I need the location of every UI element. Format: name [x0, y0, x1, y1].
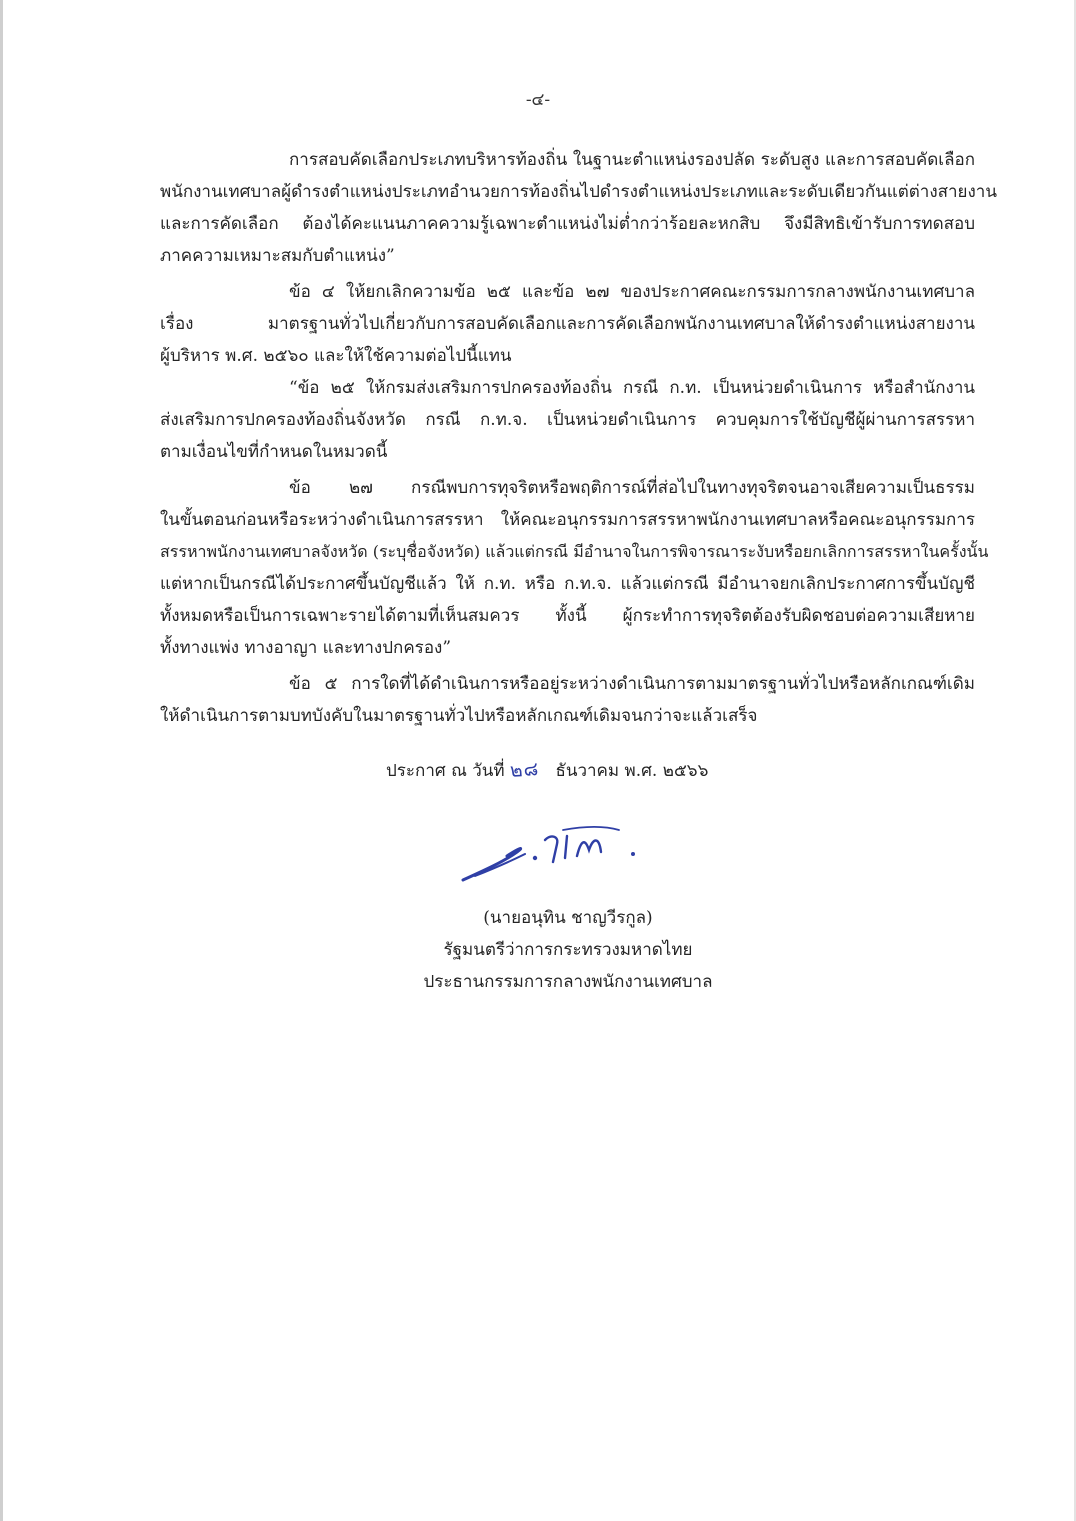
paragraph-4-line-2: ในขั้นตอนก่อนหรือระหว่างดำเนินการสรรหา ให้คณะอนุกรรมการสรรหาพนักงานเทศบาลหรือคณะอนุกรรมการ [160, 510, 975, 530]
paragraph-1-line-1: การสอบคัดเลือกประเภทบริหารท้องถิ่น ในฐานะตำแหน่งรองปลัด ระดับสูง และการสอบคัดเลือก [289, 150, 975, 170]
paragraph-2-line-2: เรื่อง มาตรฐานทั่วไปเกี่ยวกับการสอบคัดเลือกและการคัดเลือกพนักงานเทศบาลให้ดำรงตำแหน่งสายงาน [160, 314, 975, 334]
paragraph-4-line-4: แต่หากเป็นกรณีได้ประกาศขึ้นบัญชีแล้ว ให้ ก.ท. หรือ ก.ท.จ. แล้วแต่กรณี มีอำนาจยกเลิกประกาศการขึ้นบัญชี [160, 574, 975, 594]
paragraph-4-line-6: ทั้งทางแพ่ง ทางอาญา และทางปกครอง” [160, 638, 452, 658]
page-number: -๔- [525, 90, 551, 110]
signatory-position-1: รัฐมนตรีว่าการกระทรวงมหาดไทย [443, 940, 693, 960]
signatory-position-2: ประธานกรรมการกลางพนักงานเทศบาล [423, 972, 713, 992]
announcement-suffix: ธันวาคม พ.ศ. ๒๕๖๖ [555, 761, 709, 781]
page-left-edge [0, 0, 3, 1521]
paragraph-1-line-3: และการคัดเลือก ต้องได้คะแนนภาคความรู้เฉพาะตำแหน่งไม่ต่ำกว่าร้อยละหกสิบ จึงมีสิทธิเข้ารับการทดสอบ [160, 214, 975, 234]
paragraph-3-line-2: ส่งเสริมการปกครองท้องถิ่นจังหวัด กรณี ก.ท.จ. เป็นหน่วยดำเนินการ ควบคุมการใช้บัญชีผู้ผ่านการสรรหา [160, 410, 975, 430]
paragraph-4-line-3: สรรหาพนักงานเทศบาลจังหวัด (ระบุชื่อจังหวัด) แล้วแต่กรณี มีอำนาจในการพิจารณาระงับหรือยกเลิกการสรรหาในครั้งนั้น [160, 542, 989, 561]
paragraph-3-line-3: ตามเงื่อนไขที่กำหนดในหมวดนี้ [160, 442, 388, 462]
announcement-prefix: ประกาศ ณ วันที่ [386, 761, 505, 781]
paragraph-5-line-2: ให้ดำเนินการตามบทบังคับในมาตรฐานทั่วไปหรือหลักเกณฑ์เดิมจนกว่าจะแล้วเสร็จ [160, 706, 758, 726]
paragraph-1-line-2: พนักงานเทศบาลผู้ดำรงตำแหน่งประเภทอำนวยการท้องถิ่นไปดำรงตำแหน่งประเภทและระดับเดียวกันแต่ต่างสายงาน [160, 182, 997, 202]
handwritten-day: ๒๘ [509, 758, 540, 782]
paragraph-5-line-1: ข้อ ๕ การใดที่ได้ดำเนินการหรืออยู่ระหว่างดำเนินการตามมาตรฐานทั่วไปหรือหลักเกณฑ์เดิม [289, 674, 975, 694]
paragraph-2-line-1: ข้อ ๔ ให้ยกเลิกความข้อ ๒๕ และข้อ ๒๗ ของประกาศคณะกรรมการกลางพนักงานเทศบาล [289, 282, 975, 302]
announcement-date [386, 760, 708, 781]
paragraph-3-line-1: “ข้อ ๒๕ ให้กรมส่งเสริมการปกครองท้องถิ่น กรณี ก.ท. เป็นหน่วยดำเนินการ หรือสำนักงาน [289, 378, 975, 398]
paragraph-2-line-3: ผู้บริหาร พ.ศ. ๒๕๖๐ และให้ใช้ความต่อไปนี้แทน [160, 346, 512, 366]
signatory-name: (นายอนุทิน ชาญวีรกูล) [483, 908, 653, 928]
paragraph-1-line-4: ภาคความเหมาะสมกับตำแหน่ง” [160, 246, 395, 266]
paragraph-4-line-5: ทั้งหมดหรือเป็นการเฉพาะรายได้ตามที่เห็นสมควร ทั้งนี้ ผู้กระทำการทุจริตต้องรับผิดชอบต่อความเสียหาย [160, 606, 975, 626]
paragraph-4-line-1: ข้อ ๒๗ กรณีพบการทุจริตหรือพฤติการณ์ที่ส่อไปในทางทุจริตจนอาจเสียความเป็นธรรม [289, 478, 975, 498]
handwritten-signature [455, 818, 655, 888]
